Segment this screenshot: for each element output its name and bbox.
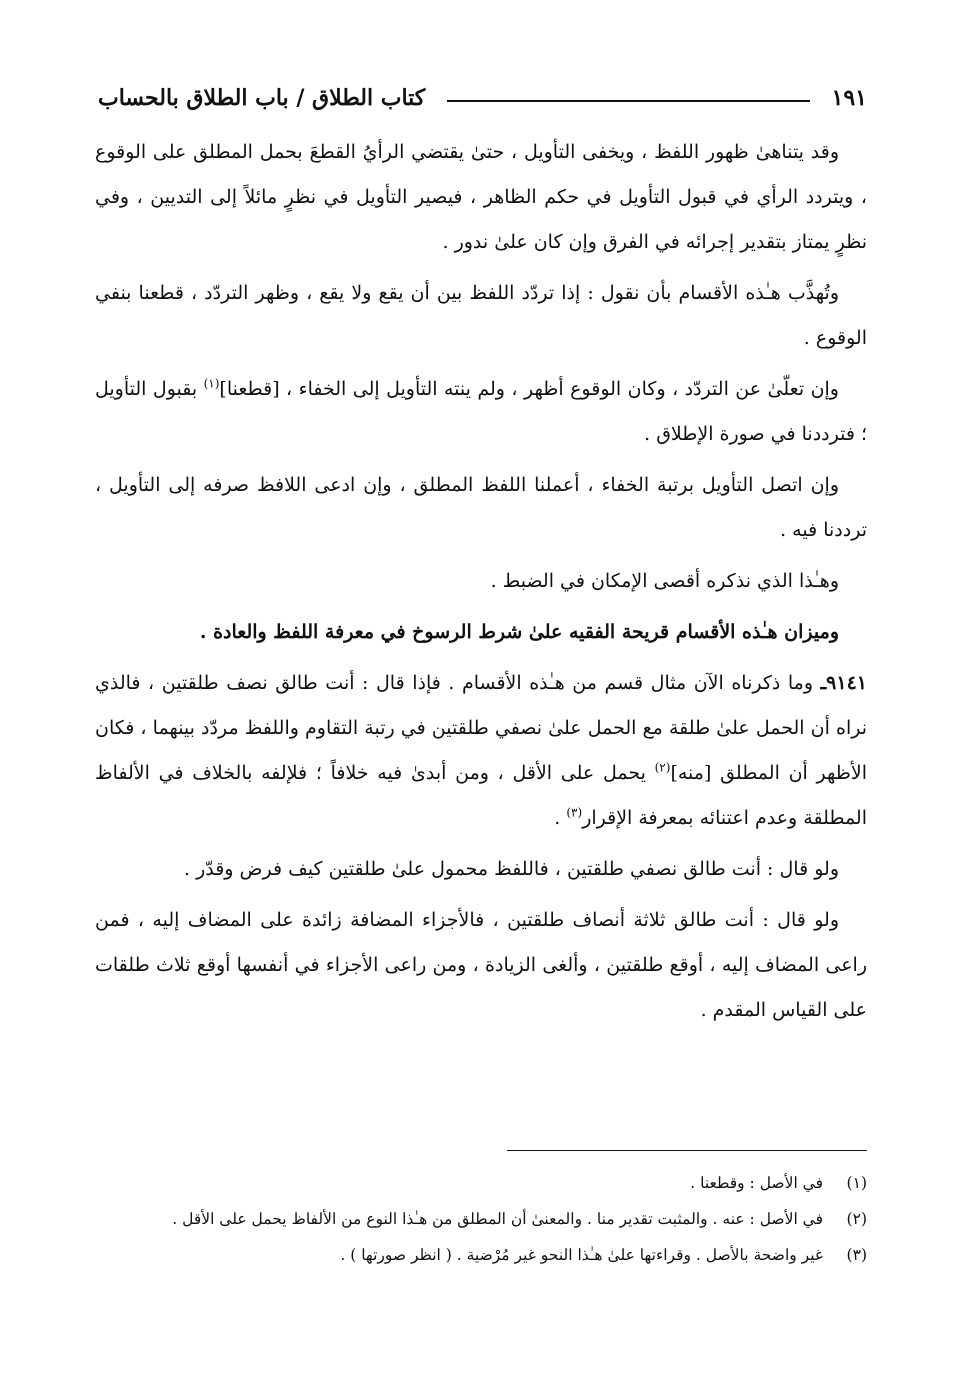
paragraph-3 [95, 367, 867, 457]
paragraph-6: ولو قال : أنت طالق نصفي طلقتين ، فاللفظ محمول علىٰ طلقتين كيف فرض وقدّر . [183, 858, 839, 880]
paragraph-5: وهـٰذا الذي نذكره أقصى الإمكان في الضبط . [490, 570, 839, 592]
footnote-text: في الأصل : وقطعنا . [690, 1174, 823, 1192]
footnote-marker: (٢) [846, 1210, 867, 1228]
numbered-paragraph-text-a: وما ذكرناه الآن مثال قسم من هـٰذه الأقسام . فإذا قال : أنت طالق نصف طلقتين ، فالذي نراه أن الحمل علىٰ طلقة مع الحمل علىٰ نصفي طلقتين في رتبة التقاوم واللفظ مردّد بينهما ، فكان الأظهر أن المطلق [منه] [95, 672, 867, 784]
running-header [98, 78, 867, 118]
footnote-1 [95, 1168, 867, 1198]
paragraph-3-text-b: بقبول التأويل ؛ فترددنا في صورة الإطلاق . [95, 378, 867, 445]
numbered-paragraph-text-b: يحمل على الأقل ، ومن أبدىٰ فيه خلافاً ؛ فلإلفه بالخلاف في الألفاظ المطلقة وعدم اعتنائه بمعرفة الإقرار [95, 762, 867, 829]
footnote-divider [507, 1150, 867, 1151]
footnote-text: غير واضحة بالأصل . وقراءتها علىٰ هـٰذا النحو غير مُرْضية . ( انظر صورتها ) . [340, 1246, 823, 1264]
footnote-marker: (٣) [846, 1246, 867, 1264]
paragraph-3-text-a: وإن تعلّىٰ عن التردّد ، وكان الوقوع أظهر ، ولم ينته التأويل إلى الخفاء ، [قطعنا] [219, 378, 839, 400]
numbered-paragraph [95, 661, 867, 841]
main-text [95, 130, 867, 1039]
footnote-ref-3: (٣) [566, 805, 583, 820]
footnote-2 [95, 1204, 867, 1234]
paragraph-1: وقد يتناهىٰ ظهور اللفظ ، ويخفى التأويل ، حتىٰ يقتضي الرأيُ القطعَ بحمل المطلق على الوقوع ، ويتردد الرأي في قبول التأويل في حكم الظاهر ، فيصير التأويل في نظرٍ مائلاً إلى التديين ، وفي نظرٍ يمتاز بتقدير إجرائه في الفرق وإن كان علىٰ ندور . [95, 141, 867, 253]
footnote-ref-1: (١) [203, 376, 220, 391]
footnote-3 [95, 1240, 867, 1270]
footnote-marker: (١) [846, 1174, 867, 1192]
paragraph-7: ولو قال : أنت طالق ثلاثة أنصاف طلقتين ، فالأجزاء المضافة زائدة على المضاف إليه ، فمن راعى المضاف إليه ، أوقع طلقتين ، وألغى الزيادة ، ومن راعى الأجزاء في أنفسها أوقع ثلاث طلقات على القياس المقدم . [95, 909, 867, 1021]
section-number: ٩١٤١ـ [820, 672, 867, 694]
footnotes [95, 1168, 867, 1276]
paragraph-4: وإن اتصل التأويل برتبة الخفاء ، أعملنا اللفظ المطلق ، وإن ادعى اللافظ صرفه إلى التأويل ، ترددنا فيه . [95, 474, 867, 541]
paragraph-2: وتُهذَّب هـٰذه الأقسام بأن نقول : إذا تردّد اللفظ بين أن يقع ولا يقع ، وظهر التردّد ، قطعنا بنفي الوقوع . [95, 282, 867, 349]
header-rule [447, 100, 809, 102]
header-title: كتاب الطلاق / باب الطلاق بالحساب [98, 85, 426, 111]
footnote-text: في الأصل : عنه . والمثبت تقدير منا . والمعنىٰ أن المطلق من هـٰذا النوع من الألفاظ يحمل على الأقل . [172, 1210, 823, 1228]
page-number: ١٩١ [831, 85, 867, 111]
bold-paragraph: وميزان هـٰذه الأقسام قريحة الفقيه علىٰ شرط الرسوخ في معرفة اللفظ والعادة . [199, 621, 839, 643]
numbered-paragraph-text-c: . [554, 807, 567, 829]
footnote-ref-2: (٢) [654, 760, 671, 775]
